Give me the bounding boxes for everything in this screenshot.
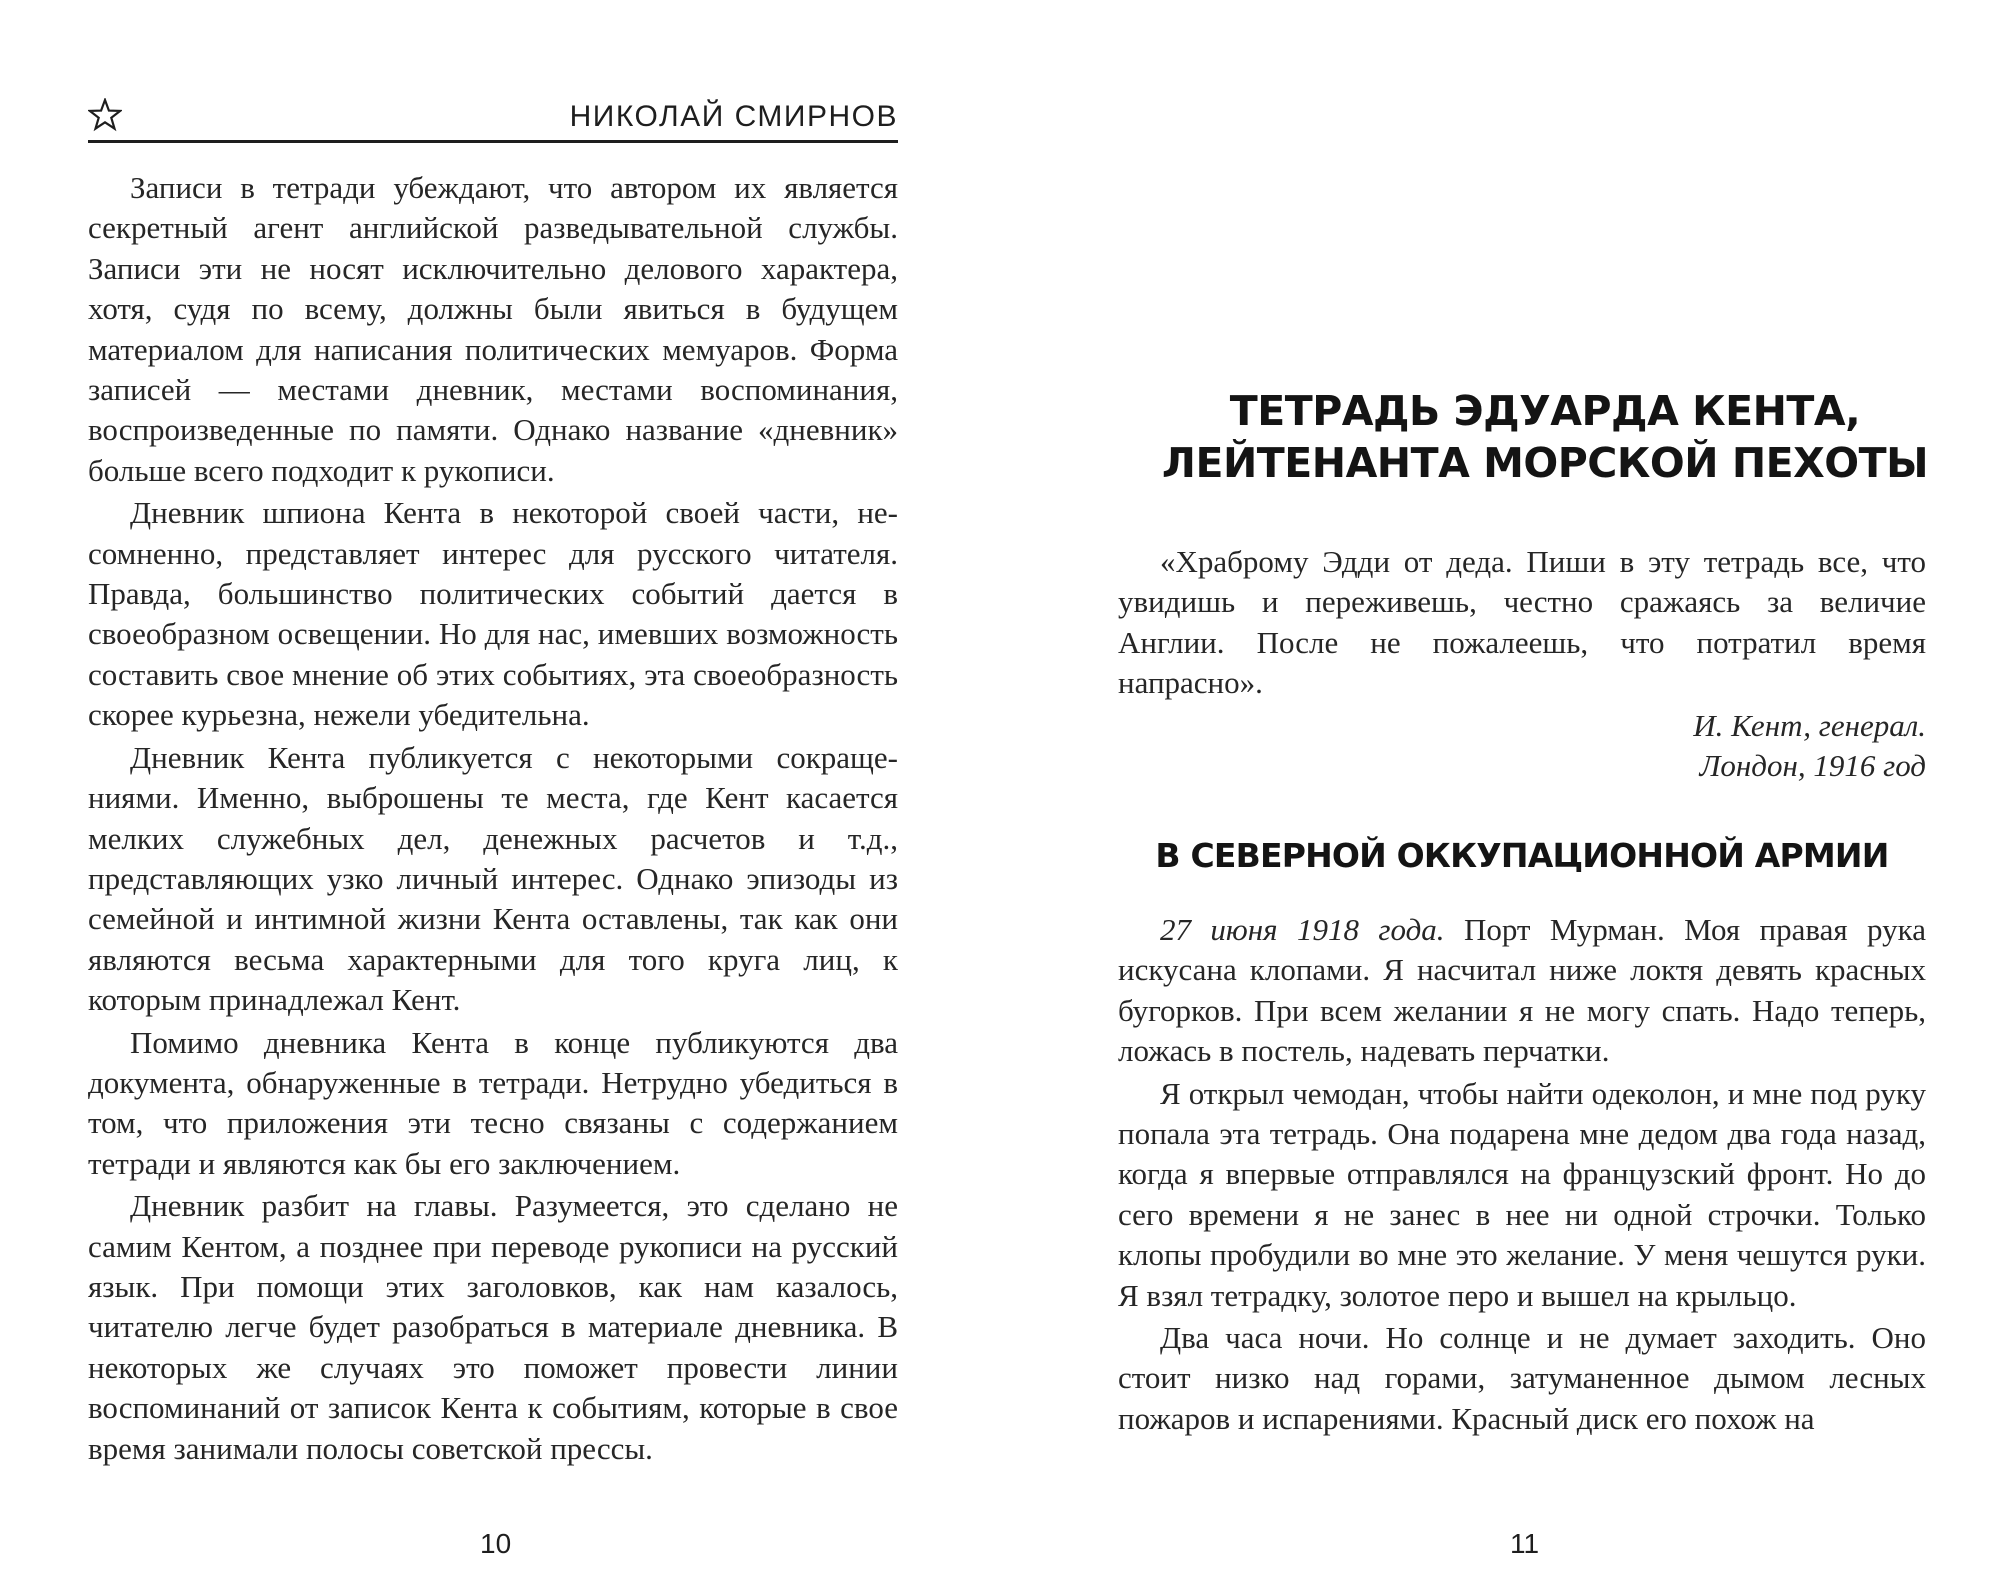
star-outline-icon <box>88 98 122 132</box>
chapter-title <box>1100 385 1990 489</box>
chapter-title-line: ЛЕЙТЕНАНТА МОРСКОЙ ПЕХОТЫ <box>1161 439 1929 487</box>
paragraph: Дневник шпиона Кента в некоторой своей части, несомненно, представляет интерес для русского читателя. Правда, большинство политических событий дается в своеобразном освещении. Но для нас, имевших возможность составить свое мнение об этих событиях, эта своеобразность скорее курьезна, нежели убедительна. <box>88 495 898 733</box>
epigraph-signature: И. Кент, генерал. <box>1693 707 1926 743</box>
epigraph-quote: «Храброму Эдди от деда. Пиши в эту тетрадь все, что увидишь и переживешь, честно сражаясь за величие Англии. После не пожалеешь, что потратил время напрасно». <box>1118 544 1926 701</box>
section-title: В СЕВЕРНОЙ ОККУПАЦИОННОЙ АРМИИ <box>1155 836 1889 875</box>
paragraph-text: Порт Мурман. Моя правая рука искусана клопами. Я насчитал ниже локтя девять красных бугорков. При всем желании я не могу спать. Надо теперь, ложась в постель, надевать перчатки. <box>1118 912 1926 1069</box>
paragraph: Помимо дневника Кента в конце публикуются два документа, обнаруженные в тетради. Нетрудно убедиться в том, что приложения эти тесно связаны с содержанием тетради и являются как бы его заключением. <box>88 1024 898 1181</box>
page-number-left: 10 <box>480 1528 512 1559</box>
paragraph: Я открыл чемодан, чтобы найти одеколон, и мне под руку попала эта тетрадь. Она подарена мне дедом два года назад, когда я впервые отправлялся на французский фронт. Но до сего времени я не занес в нее ни одной строчки. Только клопы пробудили во мне это желание. У меня чешутся руки. Я взял тетрадку, золотое перо и вышел на крыльцо. <box>1118 1075 1926 1313</box>
paragraph: Записи в тетради убеждают, что автором их является секретный агент английской разведывательной службы. Записи эти не носят исключительно делового характера, хотя, судя по всему, должны были явиться в будущем материалом для написания политических мемуаров. Форма записей — местами дневник, местами воспоминания, воспроизведенные по памяти. Однако название «дневник» больше всего подходит к рукописи. <box>88 170 898 488</box>
chapter-title-line: ТЕТРАДЬ ЭДУАРДА КЕНТА, <box>1229 387 1861 435</box>
paragraph <box>1118 910 1926 1072</box>
running-header <box>88 94 898 143</box>
paragraph: Дневник разбит на главы. Разумеется, это сделано не самим Кентом, а позднее при переводе рукописи на русский язык. При помощи этих заголовков, как нам казалось, читателю легче будет разобраться в материале дневника. В некоторых же случаях это поможет провести линии воспоминаний от записок Кента к событиям, которые в свое время занимали полосы советской прессы. <box>88 1188 898 1466</box>
paragraph: Дневник Кента публикуется с некоторыми сокращениями. Именно, выброшены те места, где Кент касается мелких служебных дел, денежных расчетов и т.д., представляющих узко личный интерес. Однако эпизоды из семейной и интимной жизни Кента оставлены, так как они являются весьма характерными для того круга лиц, к которым принадлежал Кент. <box>88 739 898 1018</box>
running-header-author: НИКОЛАЙ СМИРНОВ <box>569 100 898 133</box>
diary-date: 27 июня 1918 года. <box>1160 912 1445 947</box>
epigraph <box>1118 542 1926 786</box>
left-page-body <box>88 168 898 1469</box>
epigraph-place-date: Лондон, 1916 год <box>1699 748 1926 784</box>
page-number-right: 11 <box>1510 1528 1540 1559</box>
right-page-body <box>1118 910 1926 1439</box>
paragraph: Два часа ночи. Но солнце и не думает заходить. Оно стоит низко над горами, затуманенное дымом лесных пожаров и испарениями. Красный диск его похож на <box>1118 1320 1926 1436</box>
epigraph-attribution <box>1118 706 1926 787</box>
